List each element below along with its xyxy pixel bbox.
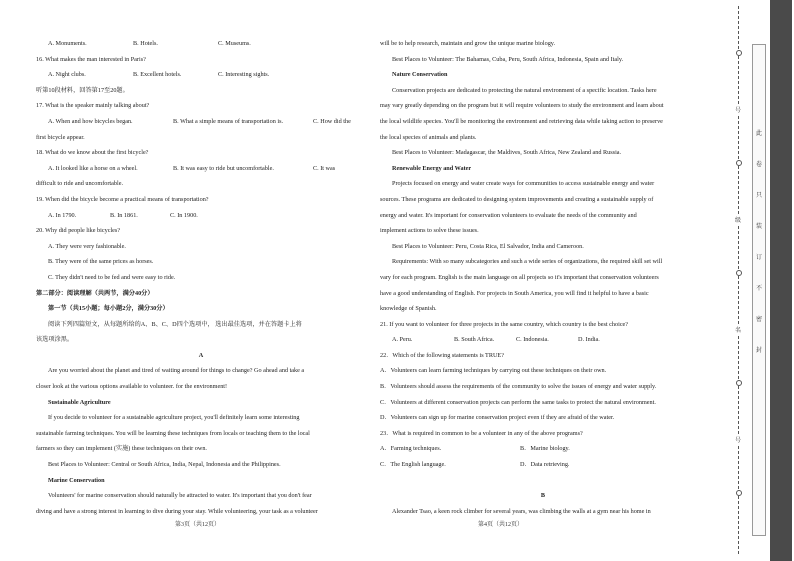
option-text: A. It looked like a horse on a wheel.: [48, 164, 138, 172]
text-line: Requirements: With so many subcategories and such a wide series of organizations, the required skill set will: [392, 258, 663, 266]
text-line: Best Places to Volunteer: Peru, Costa Rica, El Salvador, India and Cameroon.: [392, 242, 584, 250]
text-line: 23．What is required in common to be a volunteer in any of the above programs?: [380, 429, 583, 437]
text-line: A．Volunteers can learn farming techniques by carrying out these techniques on their own.: [380, 367, 607, 375]
binding-char: 此: [756, 131, 763, 137]
page-number-right: 第4页（共12页）: [478, 522, 524, 528]
text-line: may vary greatly depending on the program but it will require volunteers to study the environment and learn about: [380, 102, 664, 110]
binding-mark: 级: [735, 215, 741, 224]
text-line: A. They were very fashionable.: [48, 242, 126, 250]
text-line: sustainable farming techniques. You will be learning these techniques from locals or teaching them to the local: [36, 429, 310, 437]
question-text: 20. Why did people like bicycles?: [36, 227, 121, 235]
section-heading: Sustainable Agriculture: [48, 398, 111, 406]
option-text: C. Museums.: [218, 40, 251, 47]
text-line: have a good understanding of English. For projects in South America, you will find it helpful to have a basic: [380, 289, 649, 297]
option-text: D. India.: [578, 336, 600, 344]
text-line: implement actions to solve these issues.: [380, 227, 479, 235]
text-line: Conservation projects are dedicated to protecting the natural environment of a specific location. Tasks here: [392, 86, 657, 94]
text-line: will be to help research, maintain and grow the unique marine biology.: [380, 40, 556, 47]
text-line: B．Volunteers should assess the requirements of the community to solve the issues of energy and water supply.: [380, 383, 657, 391]
text-line: A: [198, 351, 204, 359]
text-line: knowledge of Spanish.: [380, 305, 437, 313]
option-text: C. In 1900.: [170, 211, 198, 219]
text-line: vary for each program. English is the main language on all projects so it's important that conservation volunteers: [380, 273, 659, 281]
option-text: A. Monuments.: [48, 40, 87, 47]
binding-dash-line: [738, 6, 739, 554]
text-line: Best Places to Volunteer: Madagascar, the Maldives, South Africa, New Zealand and Russia.: [392, 149, 622, 157]
options-row: [380, 441, 706, 457]
options-row: [36, 36, 366, 52]
text-line: Projects focused on energy and water create ways for communities to access sustainable energy and water: [392, 180, 655, 188]
options-row: [36, 161, 366, 177]
options-row: [36, 67, 366, 83]
question-text: 17. What is the speaker mainly talking about?: [36, 102, 150, 110]
option-text: C. Interesting sights.: [218, 71, 270, 79]
binding-char: 密: [756, 317, 763, 323]
binding-hole-icon: [736, 50, 742, 56]
binding-hole-icon: [736, 270, 742, 276]
section-heading: 第一节（共15小题；每小题2分，满分30分）: [48, 305, 169, 313]
text-line: Best Places to Volunteer: Central or South Africa, India, Nepal, Indonesia and the Philippines.: [48, 461, 281, 469]
text-line: Are you worried about the planet and tired of waiting around for things to change? Go ahead and take a: [48, 367, 305, 375]
question-text: 19. When did the bicycle become a practical means of transportation?: [36, 195, 209, 203]
option-text: C. Indonesia.: [516, 336, 549, 344]
text-line: C. They didn't need to be fed and were easy to ride.: [48, 273, 176, 281]
text-line: C．Volunteers at different conservation projects can perform the same tasks to protect the natural environment.: [380, 398, 656, 406]
text-line: sources. These programs are dedicated to designing system improvements and creating a sustainable supply of: [380, 195, 654, 203]
option-text: B. Excellent hotels.: [133, 71, 182, 79]
binding-hole-icon: [736, 490, 742, 496]
binding-char: 不: [756, 286, 763, 292]
option-text: B．Marine biology.: [520, 445, 570, 453]
option-text: C. How did the: [313, 117, 351, 125]
text-line: the local species of animals and plants.: [380, 133, 477, 141]
text-line: Volunteers' for marine conservation should naturally be attracted to water. It's important that you don't fear: [48, 492, 312, 500]
text-line: the local wildlife species. You'll be monitoring the environment and retrieving data while taking action to preserve: [380, 117, 663, 125]
section-heading: Renewable Energy and Water: [392, 164, 472, 172]
text-line: farmers so they can implement (实施) these techniques on their own.: [36, 445, 207, 453]
text-line: [380, 473, 706, 489]
binding-char: 卷: [756, 162, 763, 168]
text-line: first bicycle appear.: [36, 133, 85, 141]
binding-dark-bar: [770, 0, 792, 561]
binding-char: 订: [756, 255, 763, 261]
option-text: B. In 1861.: [110, 211, 138, 219]
text-line: 22．Which of the following statements is TRUE?: [380, 351, 504, 359]
text-line: Alexander Tsao, a keen rock climber for several years, was climbing the walls at a gym near his home in: [392, 507, 651, 515]
binding-mark: 号: [735, 105, 741, 114]
binding-char: 装: [756, 224, 763, 230]
option-text: A. Peru.: [392, 336, 413, 344]
text-line: If you decide to volunteer for a sustainable agriculture project, you'll definitely learn some interesting: [48, 414, 300, 422]
text-line: Best Places to Volunteer: The Bahamas, Cuba, Peru, South Africa, Indonesia, Spain and Italy.: [392, 55, 624, 63]
option-text: B. What a simple means of transportation is.: [173, 117, 284, 125]
text-line: 阅读下列四篇短文，从每题所给的A、B、C、D四个选项中， 选出最佳选项，并在答题卡上将: [48, 320, 302, 328]
option-text: B. South Africa.: [454, 336, 495, 344]
binding-char: 只: [756, 193, 763, 199]
page-number-left: 第3页（共12页）: [175, 522, 221, 528]
text-line: 该选项涂黑。: [36, 336, 74, 344]
text-line: closer look at the various options available to volunteer. for the environment!: [36, 383, 228, 391]
question-text: 21. If you want to volunteer for three projects in the same country, which country is the best choice?: [380, 320, 629, 328]
binding-hole-icon: [736, 380, 742, 386]
option-text: B. It was easy to ride but uncomfortable.: [173, 164, 274, 172]
binding-mark: 号: [735, 435, 741, 444]
question-text: 16. What makes the man interested in Paris?: [36, 55, 146, 63]
options-row: [36, 208, 366, 224]
text-line: 听第10段材料，回答第17至20题。: [36, 86, 129, 94]
options-row: [380, 457, 706, 473]
options-row: [380, 332, 706, 348]
section-heading: Nature Conservation: [392, 71, 448, 79]
option-text: A. When and how bicycles began.: [48, 117, 133, 125]
option-text: D．Data retrieving.: [520, 461, 570, 469]
binding-hole-icon: [736, 160, 742, 166]
left-column: [36, 36, 366, 519]
text-line: D．Volunteers can sign up for marine conservation project even if they are afraid of the water.: [380, 414, 615, 422]
option-text: A．Farming techniques.: [380, 445, 442, 453]
section-heading: Marine Conservation: [48, 476, 105, 484]
options-row: [36, 114, 366, 130]
question-text: 18. What do we know about the first bicycle?: [36, 149, 149, 157]
option-text: B. Hotels.: [133, 40, 158, 47]
right-column: [380, 36, 706, 519]
text-line: difficult to ride and uncomfortable.: [36, 180, 123, 188]
option-text: A. In 1790.: [48, 211, 77, 219]
text-line: B. They were of the same prices as horses.: [48, 258, 154, 266]
binding-char: 封: [756, 348, 763, 354]
option-text: C．The English language.: [380, 461, 446, 469]
option-text: A. Night clubs.: [48, 71, 86, 79]
text-line: energy and water. It's important for conservation volunteers to evaluate the needs of the community and: [380, 211, 637, 219]
binding-mark: 名: [735, 325, 741, 334]
text-line: diving and have a strong interest in learning to dive during your stay. While volunteering, your task as a volunteer: [36, 507, 318, 515]
section-heading: 第二部分：阅读理解（共两节，满分40分）: [36, 289, 154, 297]
text-line: B: [540, 492, 546, 500]
option-text: C. It was: [313, 164, 336, 172]
